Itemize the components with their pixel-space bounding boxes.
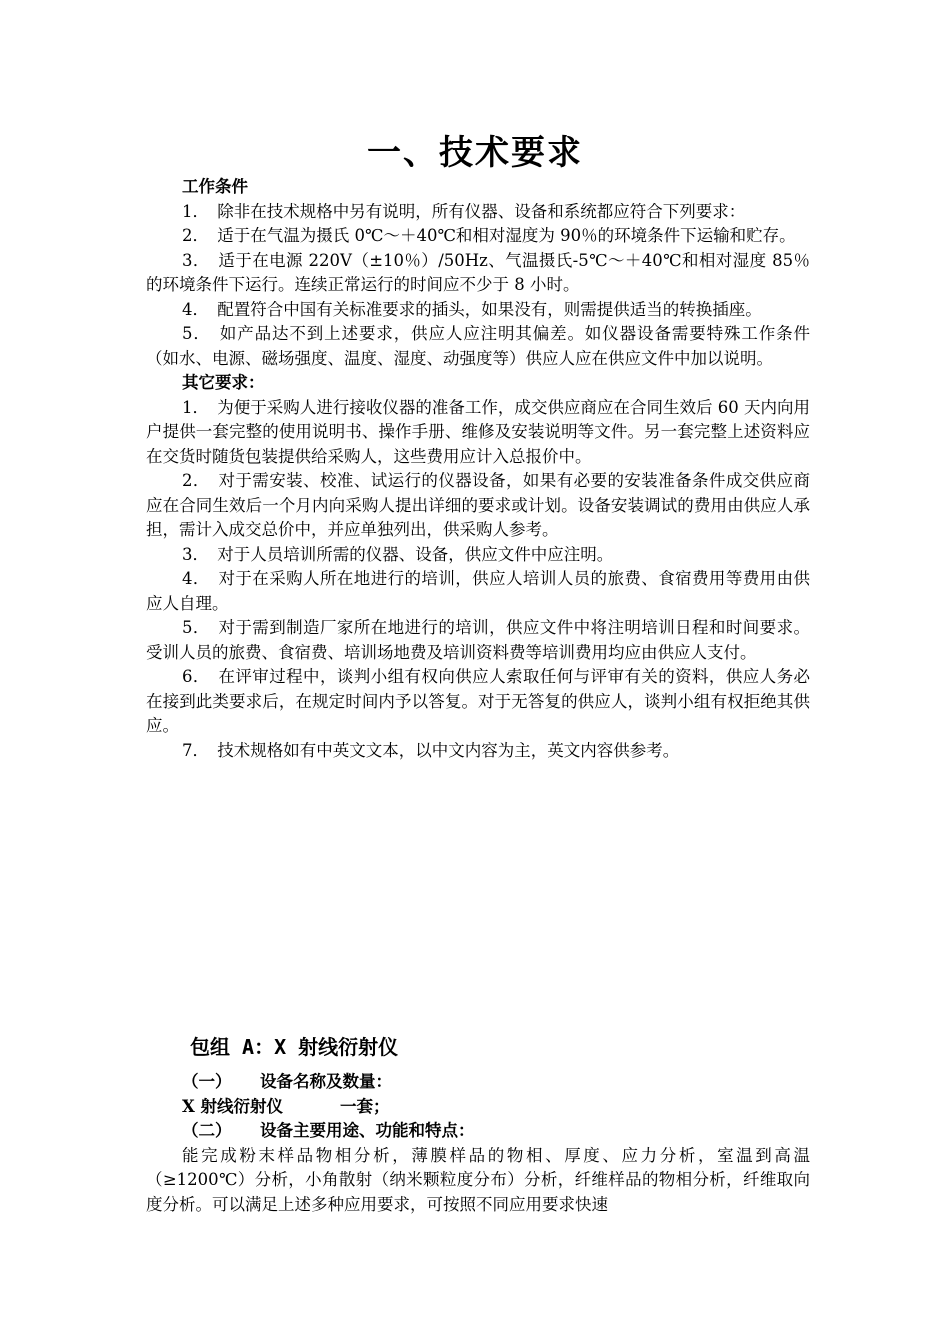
section-heading-1 — [146, 1070, 810, 1095]
work-conditions-heading: 工作条件 — [182, 177, 248, 196]
work-condition-item: 4． 配置符合中国有关标准要求的插头，如果没有，则需提供适当的转换插座。 — [182, 299, 762, 319]
section-heading-2 — [146, 1119, 810, 1144]
package-title: 包组 A：X 射线衍射仪 — [190, 1035, 399, 1059]
other-requirement-item: 6． 在评审过程中，谈判小组有权向供应人索取任何与评审有关的资料，供应人务必在接到此类要求后，在规定时间内予以答复。对于无答复的供应人，谈判小组有权拒绝其供应。 — [146, 667, 810, 735]
device-name: X 射线衍射仪 — [182, 1096, 284, 1116]
section-number: （二） — [182, 1121, 232, 1140]
other-requirement-item: 7． 技术规格如有中英文文本，以中文内容为主，英文内容供参考。 — [182, 740, 680, 760]
other-requirement-item: 4． 对于在采购人所在地进行的培训，供应人培训人员的旅费、食宿费用等费用由供应人自理。 — [146, 569, 810, 613]
package-section — [146, 1070, 810, 1217]
device-description: 能完成粉末样品物相分析，薄膜样品的物相、厚度、应力分析，室温到高温（≥1200℃）分析，小角散射（纳米颗粒度分布）分析，纤维样品的物相分析，纤维取向度分析。可以满足上述多种应用要求，可按照不同应用要求快速 — [146, 1145, 810, 1214]
section-title: 设备名称及数量： — [260, 1072, 392, 1091]
other-requirement-item: 5． 对于需到制造厂家所在地进行的培训，供应文件中将注明培训日程和时间要求。受训人员的旅费、食宿费、培训场地费及培训资料费等培训费用均应由供应人支付。 — [146, 618, 810, 662]
other-requirement-item: 2． 对于需安装、校准、试运行的仪器设备，如果有必要的安装准备条件成交供应商应在合同生效后一个月内向采购人提出详细的要求或计划。设备安装调试的费用由供应人承担，需计入成交总价中，并应单独列出，供采购人参考。 — [146, 471, 810, 539]
device-line — [146, 1095, 810, 1120]
device-quantity: 一套； — [340, 1096, 390, 1116]
other-requirement-item: 3． 对于人员培训所需的仪器、设备，供应文件中应注明。 — [182, 544, 614, 564]
work-condition-item: 1． 除非在技术规格中另有说明，所有仪器、设备和系统都应符合下列要求： — [182, 201, 746, 221]
requirements-body — [146, 175, 810, 763]
page-title: 一、技术要求 — [367, 133, 583, 173]
other-requirement-item: 1． 为便于采购人进行接收仪器的准备工作，成交供应商应在合同生效后 60 天内向用户提供一套完整的使用说明书、操作手册、维修及安装说明等文件。另一套完整上述资料应在交货时随货包装提供给采购人，这些费用应计入总报价中。 — [146, 397, 810, 466]
other-requirements-heading: 其它要求： — [182, 373, 265, 392]
work-condition-item: 5． 如产品达不到上述要求，供应人应注明其偏差。如仪器设备需要特殊工作条件（如水、电源、磁场强度、温度、湿度、动强度等）供应人应在供应文件中加以说明。 — [146, 324, 810, 368]
work-condition-item: 2． 适于在气温为摄氏 0℃～＋40℃和相对湿度为 90％的环境条件下运输和贮存。 — [182, 226, 796, 245]
work-condition-item: 3． 适于在电源 220V（±10％）/50Hz、气温摄氏-5℃～＋40℃和相对湿度 85％的环境条件下运行。连续正常运行的时间应不少于 8 小时。 — [146, 250, 810, 294]
section-number: （一） — [182, 1072, 232, 1091]
section-title: 设备主要用途、功能和特点： — [260, 1121, 475, 1140]
